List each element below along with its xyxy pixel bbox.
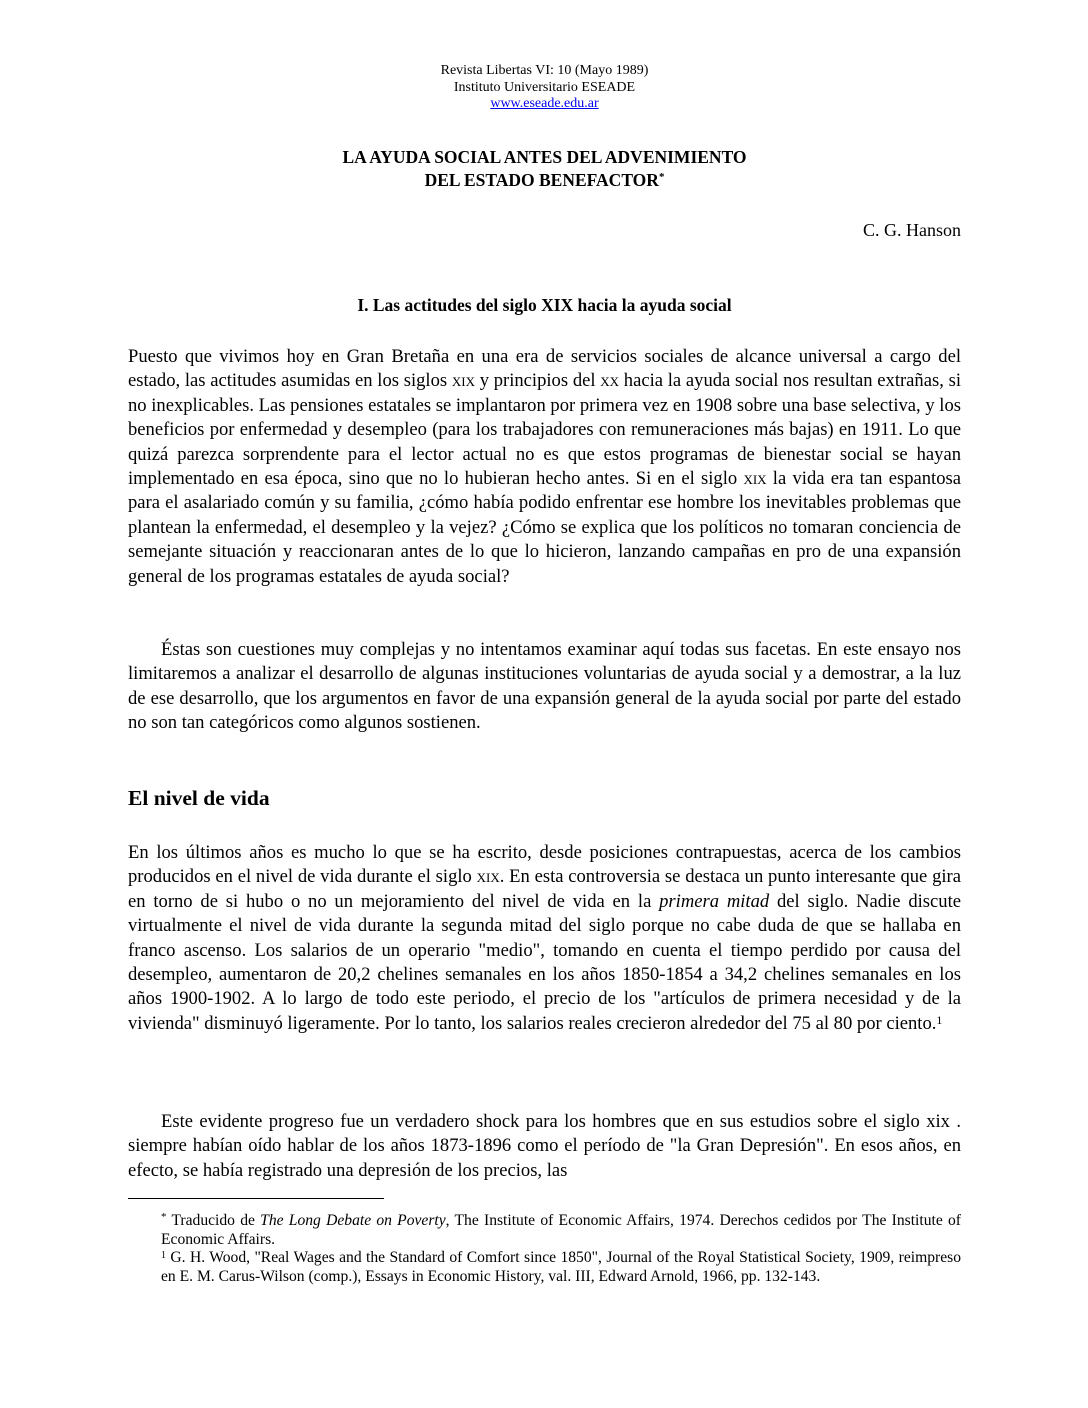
document-header [128,63,961,113]
footnote-ref-1[interactable]: 1 [936,1012,943,1027]
website-link[interactable]: www.eseade.edu.ar [490,96,599,111]
document-title [128,146,961,192]
title-line-1: LA AYUDA SOCIAL ANTES DEL ADVENIMIENTO [342,147,747,167]
paragraph-1: Puesto que vivimos hoy en Gran Bretaña en una era de servicios sociales de alcance universal a cargo del estado, las actitudes asumidas en los siglos xix y principios del xx hacia la ayuda social nos resultan extrañas, si no inexplicables. Las pensiones estatales se implantaron por primera vez en 1908 sobre una base selectiva, y los beneficios por enfermedad y desempleo (para los trabajadores con remuneraciones más bajas) en 1911. Lo que quizá parezca sorprendente para el lector actual no es que estos programas de bienestar social se hayan implementado en esa época, sino que no lo hubieran hecho antes. Si en el siglo xix la vida era tan espantosa para el asalariado común y su familia, ¿cómo había podido enfrentar ese hombre los inevitables problemas que plantean la enfermedad, el desempleo y la vejez? ¿Cómo se explica que los políticos no tomaran conciencia de semejante situación y reaccionaran antes de lo que lo hicieron, lanzando campañas en pro de una expansión general de los programas estatales de ayuda social? [128,346,961,587]
footnotes [161,1212,961,1286]
footnote-star: * Traducido de The Long Debate on Poverty, The Institute of Economic Affairs, 1974. Derechos cedidos por The Institute of Economic Affairs. [161,1211,961,1248]
paragraph-2: Éstas son cuestiones muy complejas y no intentamos examinar aquí todas sus facetas. En este ensayo nos limitaremos a analizar el desarrollo de algunas instituciones voluntarias de ayuda social y a demostrar, a la luz de ese desarrollo, que los argumentos en favor de una expansión general de la ayuda social por parte del estado no son tan categóricos como algunos sostienen. [128,639,961,734]
footnote-divider [128,1198,384,1199]
institute-name: Instituto Universitario ESEADE [453,79,636,95]
journal-citation: Revista Libertas VI: 10 (Mayo 1989) [440,63,649,78]
paragraph-4: Este evidente progreso fue un verdadero shock para los hombres que en sus estudios sobre el siglo xix . siempre habían oído hablar de los años 1873-1896 como el período de "la Gran Depresión". En esos años, en efecto, se había registrado una depresión de los precios, las [128,1111,961,1181]
title-line-2: DEL ESTADO BENEFACTOR [424,170,659,190]
emphasis-text: primera mitad [659,890,770,912]
footnote-1: $^1$ G. H. Wood, "Real Wages and the Standard of Comfort since 1850", Journal of the Royal Statistical Society, 1909, reimpreso en E. M. Carus-Wilson (comp.), Essays in Economic History, val. III, Edward Arnold, 1966, pp. 132-143. [161,1249,961,1285]
title-footnote-mark[interactable]: * [658,171,665,183]
paragraph-3: En los últimos años es mucho lo que se ha escrito, desde posiciones contrapuestas, acerca de los cambios producidos en el nivel de vida durante el siglo xix. En esta controversia se destaca un punto interesante que gira en torno de si hubo o no un mejoramiento del nivel de vida en la primera mitad del siglo. Nadie discute virtualmente el nivel de vida durante la segunda mitad del siglo porque no cabe duda de que se hallaba en franco ascenso. Los salarios de un operario "medio", tomando en cuenta el tiempo perdido por causa del desempleo, aumentaron de 20,2 chelines semanales en los años 1850-1854 a 34,2 chelines semanales en los años 1900-1902. A lo largo de todo este periodo, el precio de los "artículos de primera necesidad y de la vivienda" disminuyó ligeramente. Por lo tanto, los salarios reales crecieron alrededor del 75 al 80 por ciento.$^1$ [128,842,961,1034]
author-name: C. G. Hanson [863,220,961,240]
subsection-heading: El nivel de vida [128,786,270,810]
section-heading: I. Las actitudes del siglo XIX hacia la ayuda social [357,295,732,315]
